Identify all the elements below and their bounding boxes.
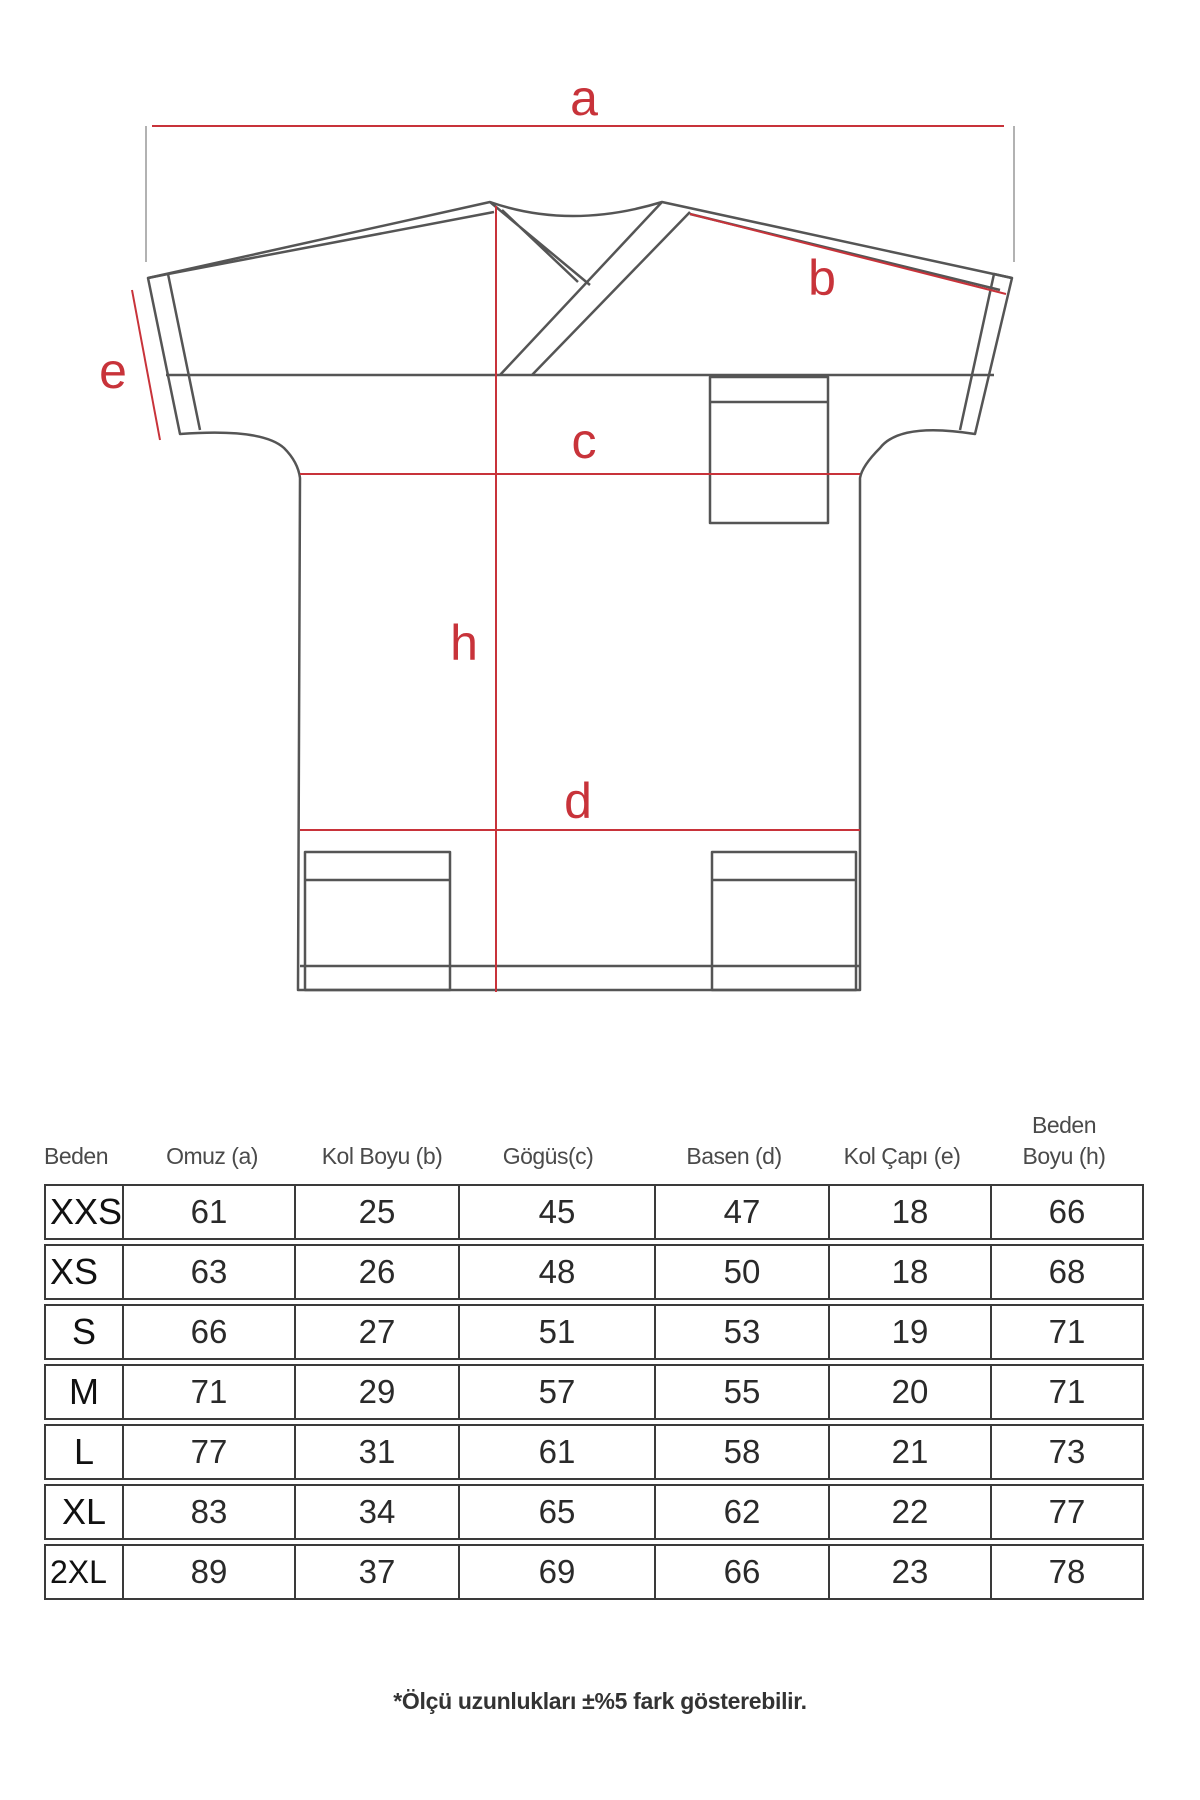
value-hip: 66 (654, 1544, 828, 1600)
value-hip: 47 (654, 1184, 828, 1240)
value-sleeve-width: 23 (828, 1544, 990, 1600)
value-body-length: 66 (990, 1184, 1144, 1240)
right-lower-pocket (712, 852, 856, 990)
measure-label-d: d (564, 773, 592, 829)
value-sleeve-width: 18 (828, 1184, 990, 1240)
value-sleeve-length: 34 (294, 1484, 458, 1540)
value-sleeve-length: 25 (294, 1184, 458, 1240)
value-body-length: 73 (990, 1424, 1144, 1480)
size-cell: XS (44, 1244, 122, 1300)
table-row (44, 1184, 1144, 1240)
header-hip: Basen (d) (686, 1142, 782, 1169)
table-row (44, 1244, 1144, 1300)
header-shoulder: Omuz (a) (166, 1142, 258, 1169)
value-sleeve-length: 37 (294, 1544, 458, 1600)
value-chest: 51 (458, 1304, 654, 1360)
size-cell: XL (44, 1484, 122, 1540)
size-chart-grid (44, 1180, 1144, 1604)
value-hip: 58 (654, 1424, 828, 1480)
header-size: Beden (44, 1142, 109, 1169)
value-sleeve-width: 21 (828, 1424, 990, 1480)
right-cuff-band (960, 274, 1012, 430)
value-hip: 50 (654, 1244, 828, 1300)
value-chest: 57 (458, 1364, 654, 1420)
value-shoulder: 89 (122, 1544, 294, 1600)
header-body-length-line2: Boyu (h) (1022, 1142, 1106, 1169)
value-body-length: 68 (990, 1244, 1144, 1300)
extension-lines (146, 126, 1014, 262)
measure-label-h: h (450, 615, 478, 671)
size-cell: L (44, 1424, 122, 1480)
value-sleeve-width: 22 (828, 1484, 990, 1540)
table-row (44, 1544, 1144, 1600)
garment-outline (148, 202, 1012, 990)
value-body-length: 78 (990, 1544, 1144, 1600)
size-chart (44, 1100, 1144, 1604)
value-shoulder: 71 (122, 1364, 294, 1420)
measure-label-c: c (571, 413, 597, 469)
header-chest: Gögüs(c) (502, 1142, 594, 1169)
size-chart-header (44, 1100, 1144, 1180)
table-row (44, 1304, 1144, 1360)
value-body-length: 71 (990, 1304, 1144, 1360)
value-sleeve-length: 29 (294, 1364, 458, 1420)
header-sleeve-width: Kol Çapı (e) (843, 1142, 961, 1169)
value-sleeve-width: 18 (828, 1244, 990, 1300)
table-row (44, 1364, 1144, 1420)
table-row (44, 1424, 1144, 1480)
neck-band-right (500, 202, 690, 375)
body-outline (148, 202, 1012, 990)
value-body-length: 71 (990, 1364, 1144, 1420)
value-chest: 48 (458, 1244, 654, 1300)
value-chest: 69 (458, 1544, 654, 1600)
value-sleeve-length: 27 (294, 1304, 458, 1360)
size-cell: XXS (44, 1184, 122, 1240)
value-shoulder: 61 (122, 1184, 294, 1240)
header-sleeve-length: Kol Boyu (b) (321, 1142, 443, 1169)
left-shoulder-trim (168, 212, 494, 274)
header-body-length (984, 1110, 1144, 1172)
header-body-length-line1: Beden (1031, 1111, 1096, 1138)
value-chest: 65 (458, 1484, 654, 1540)
value-shoulder: 77 (122, 1424, 294, 1480)
value-shoulder: 83 (122, 1484, 294, 1540)
value-sleeve-length: 31 (294, 1424, 458, 1480)
value-chest: 61 (458, 1424, 654, 1480)
tolerance-footnote: *Ölçü uzunlukları ±%5 fark gösterebilir. (393, 1688, 807, 1714)
table-row (44, 1484, 1144, 1540)
size-cell: 2XL (44, 1544, 122, 1600)
measure-label-e: e (99, 343, 127, 399)
value-sleeve-length: 26 (294, 1244, 458, 1300)
size-cell: S (44, 1304, 122, 1360)
value-hip: 55 (654, 1364, 828, 1420)
value-shoulder: 63 (122, 1244, 294, 1300)
measure-label-a: a (570, 70, 598, 126)
chest-pocket (710, 377, 828, 523)
size-cell: M (44, 1364, 122, 1420)
left-lower-pocket (305, 852, 450, 990)
value-sleeve-width: 20 (828, 1364, 990, 1420)
measure-line-b (690, 214, 1006, 294)
value-hip: 53 (654, 1304, 828, 1360)
value-shoulder: 66 (122, 1304, 294, 1360)
value-sleeve-width: 19 (828, 1304, 990, 1360)
value-chest: 45 (458, 1184, 654, 1240)
value-hip: 62 (654, 1484, 828, 1540)
measure-label-b: b (808, 250, 836, 306)
value-body-length: 77 (990, 1484, 1144, 1540)
